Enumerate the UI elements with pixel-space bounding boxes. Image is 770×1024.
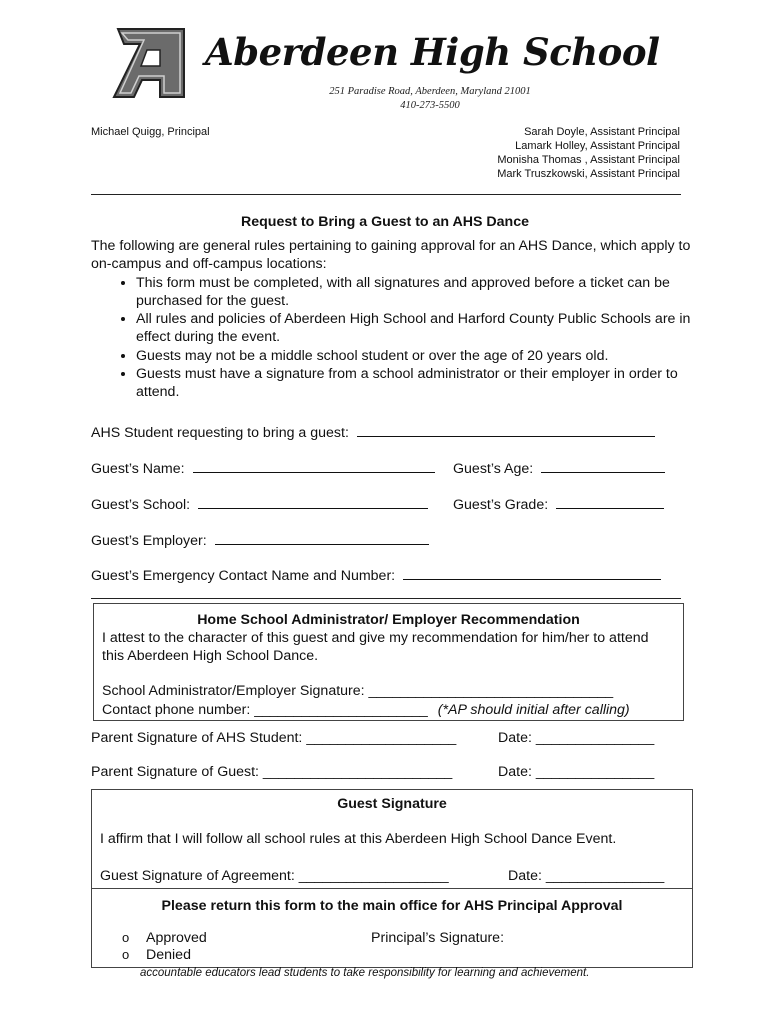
guest-employer-row bbox=[91, 530, 429, 550]
form-title: Request to Bring a Guest to an AHS Dance bbox=[241, 214, 529, 230]
guest-school-row bbox=[91, 494, 428, 514]
approval-title: Please return this form to the main office for AHS Principal Approval bbox=[161, 898, 623, 914]
student-field-label: AHS Student requesting to bring a guest: bbox=[91, 425, 349, 441]
recommendation-title: Home School Administrator/ Employer Recommendation bbox=[197, 612, 580, 628]
rule-item: • All rules and policies of Aberdeen High School and Harford County Public Schools are in effect during the event. bbox=[136, 310, 691, 347]
guest-age-input[interactable] bbox=[541, 458, 665, 473]
approved-option[interactable] bbox=[122, 929, 207, 947]
guest-employer-input[interactable] bbox=[215, 530, 429, 545]
school-name: Aberdeen High School bbox=[205, 30, 660, 74]
radio-circle-icon: o bbox=[122, 930, 130, 945]
parent-guest-date[interactable]: Date: _______________ bbox=[498, 764, 655, 780]
guest-age-label: Guest’s Age: bbox=[453, 461, 534, 477]
school-phone: 410-273-5500 bbox=[400, 100, 460, 111]
rule-item: • This form must be completed, with all signatures and approved before a ticket can be purchased for the guest. bbox=[136, 274, 691, 311]
guest-employer-label: Guest’s Employer: bbox=[91, 533, 207, 549]
contact-phone-row bbox=[102, 701, 630, 719]
rule-item: • Guests may not be a middle school student or over the age of 20 years old. bbox=[136, 347, 691, 365]
rules-list bbox=[91, 274, 691, 402]
rules-section bbox=[91, 237, 691, 402]
emergency-contact-label: Guest’s Emergency Contact Name and Number: bbox=[91, 568, 396, 584]
emergency-contact-row bbox=[91, 565, 661, 585]
school-logo bbox=[112, 26, 190, 100]
logo-a-icon bbox=[112, 26, 190, 100]
parent-student-date[interactable]: Date: _______________ bbox=[498, 730, 655, 746]
footer-tagline: accountable educators lead students to take responsibility for learning and achievement. bbox=[140, 967, 590, 979]
parent-guest-signature[interactable]: Parent Signature of Guest: ________________________ bbox=[91, 764, 453, 780]
guest-grade-input[interactable] bbox=[556, 494, 664, 509]
contact-phone-note: (*AP should initial after calling) bbox=[437, 702, 630, 718]
assistant-principal: Mark Truszkowski, Assistant Principal bbox=[497, 168, 680, 180]
assistant-principal: Monisha Thomas , Assistant Principal bbox=[497, 154, 680, 166]
student-field-row bbox=[91, 422, 655, 442]
guest-name-row bbox=[91, 458, 435, 478]
parent-student-signature[interactable]: Parent Signature of AHS Student: ___________________ bbox=[91, 730, 457, 746]
school-address: 251 Paradise Road, Aberdeen, Maryland 21001 bbox=[329, 86, 531, 97]
guest-school-input[interactable] bbox=[198, 494, 428, 509]
guest-agreement-signature[interactable]: Guest Signature of Agreement: ___________________ bbox=[100, 868, 449, 884]
guest-signature-title: Guest Signature bbox=[337, 796, 447, 812]
guest-school-label: Guest’s School: bbox=[91, 497, 191, 513]
recommendation-statement: I attest to the character of this guest and give my recommendation for him/her to attend this Aberdeen High School Dance. bbox=[102, 630, 649, 665]
rule-item: • Guests must have a signature from a school administrator or their employer in order to attend. bbox=[136, 365, 691, 402]
student-field-input[interactable] bbox=[357, 422, 655, 437]
denied-option[interactable] bbox=[122, 946, 191, 964]
principal-name: Michael Quigg, Principal bbox=[91, 126, 210, 138]
emergency-contact-input[interactable] bbox=[403, 565, 661, 580]
guest-age-row bbox=[453, 458, 665, 478]
assistant-principal: Lamark Holley, Assistant Principal bbox=[515, 140, 680, 152]
guest-affirmation: I affirm that I will follow all school rules at this Aberdeen High School Dance Event. bbox=[100, 831, 617, 847]
header-divider bbox=[91, 194, 681, 195]
guest-name-label: Guest’s Name: bbox=[91, 461, 185, 477]
radio-circle-icon: o bbox=[122, 947, 130, 962]
contact-phone-field[interactable]: Contact phone number: ______________________ bbox=[102, 702, 428, 718]
guest-grade-label: Guest’s Grade: bbox=[453, 497, 549, 513]
guest-agreement-date[interactable]: Date: _______________ bbox=[508, 868, 665, 884]
approved-label: Approved bbox=[146, 930, 207, 946]
principal-signature-field[interactable]: Principal’s Signature: bbox=[371, 930, 505, 946]
rules-intro: The following are general rules pertaining to gaining approval for an AHS Dance, which apply to on-campus and off-campus locations: bbox=[91, 238, 691, 273]
section-divider bbox=[91, 598, 681, 599]
assistant-principal: Sarah Doyle, Assistant Principal bbox=[524, 126, 680, 138]
denied-label: Denied bbox=[146, 947, 191, 963]
guest-name-input[interactable] bbox=[193, 458, 435, 473]
admin-signature-field[interactable]: School Administrator/Employer Signature: _______________________________ bbox=[102, 683, 614, 699]
guest-grade-row bbox=[453, 494, 664, 514]
